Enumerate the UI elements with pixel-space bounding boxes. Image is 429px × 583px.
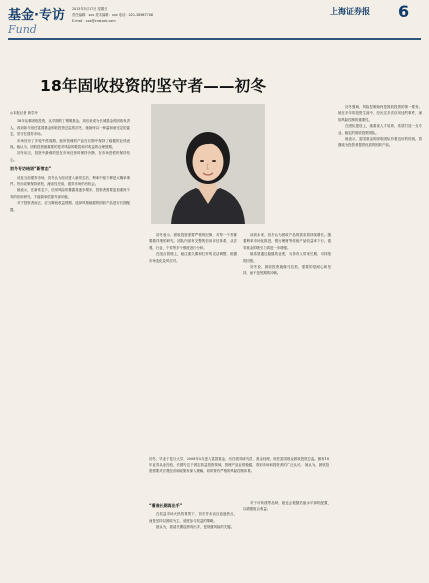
paragraph: 她希望通过稳健的业绩，为持有人带来长期、可持续的回报。 [243, 252, 331, 263]
paragraph: 市场经历了多轮牛熊周期，她所管理的产品在长期中保持了稳健的业绩表现。她认为，固收投资最重要的是对风险的敬畏和对收益的合理预期。 [10, 138, 130, 150]
paragraph: 她表示，在新常态下，信用风险的暴露将逐步增多，投资者需要更加重视个券的信用研究，不能简单依靠外部评级。 [10, 188, 130, 199]
paragraph: 初冬表示，固收投资需要严格的纪律，对每一个券都要做详细的研究。团队内部有完整的信用评估体系，从宏观、行业、个券等多个维度进行分析。 [149, 233, 237, 250]
article-column-2b [149, 500, 237, 575]
paragraph: 谈及当前债券市场，初冬认为经济进入新常态后，利率中枢下移是大概率事件。货币政策保持宽松，流动性充裕，债券市场仍有机会。 [10, 175, 130, 187]
newspaper-name: 上海证券报 [330, 6, 370, 16]
caption-text: 她认为，固收投资需要对宏观经济和政策有深入理解，同时要有严格的风险控制体系。 [149, 463, 330, 474]
portrait-photo [151, 104, 265, 224]
article-byline: ◎本报记者 黄学丹 [10, 111, 38, 115]
paragraph: 在权益市场火热的背景下，初冬并未盲目追逐热点，而是坚持以固收为主、适度参与权益的策略。 [149, 512, 237, 523]
page-number: 6 [398, 2, 410, 21]
article-column-4 [338, 104, 422, 574]
subheading: “看准长期再出手” [149, 503, 183, 508]
header-editors: 责任编辑：xxx 美术编辑：xxx 电话：021-38967706 [72, 13, 153, 17]
paragraph: 初冬坦言，投资中最难的是在市场狂热时保持冷静，在市场恐慌时保持信心。 [10, 151, 130, 162]
article-column-3b [243, 500, 331, 575]
paragraph: 对于可转债等品种，她也会根据估值水平择机配置，以增强组合收益。 [243, 501, 331, 512]
paragraph: 初冬强调，风险控制始终是固收投资的第一要务。她在多年的投资生涯中，经历过多次信用违约事件，深知风险控制的重要性。 [338, 105, 422, 122]
caption-text: 初冬，毕业于复旦大学，2008年5月进入富国基金，历任债券研究员、基金经理，现任富国基金固收投资总监。拥有18年证券从业经验，长期专注于固定收益投资领域，管理产品业绩稳健，得到市场和投资者的广泛认可。 [149, 457, 329, 468]
paragraph: 她表示，富国基金的固收团队有着良好的传统，将继续为投资者提供优质的固收产品。 [338, 137, 422, 148]
paragraph: 在团队建设上，她重视人才培养，希望打造一支专业、稳定的固收投资团队。 [338, 124, 422, 135]
paragraph: 在组合管理上，她注重久期和杠杆的灵活调整，根据市场变化及时应对。 [149, 252, 237, 263]
paragraph: 谈到未来，初冬认为固收产品的需求将持续增长。随着利率市场化推进，银行理财等传统产品收益率下行，债券基金的吸引力将进一步增强。 [243, 233, 331, 250]
paragraph: 初冬说，固收投资就像马拉松，需要的是耐心和坚持，而不是短期的冲刺。 [243, 265, 331, 276]
article-title: 18年固收投资的坚守者——初冬 [40, 77, 267, 95]
section-title: 基金·专访 [8, 8, 65, 23]
subheading: 初冬专访结语“新常态” [10, 166, 52, 172]
paragraph: 对于投资者而言，应当降低收益预期，选择风格稳健的固收产品进行长期配置。 [10, 201, 130, 212]
section-english-title: Fund [8, 23, 37, 36]
header-date: 2015年5月17日 星期日 [72, 7, 108, 11]
page-header [0, 0, 429, 38]
paragraph: 她认为，看清长期趋势再出手，是规避风险的关键。 [156, 525, 234, 530]
header-meta [72, 6, 302, 24]
article-column-2 [149, 232, 237, 447]
header-rule [8, 38, 421, 40]
article-column-3 [243, 232, 331, 447]
header-email: E-mail：xxx@cnstock.com [72, 19, 116, 23]
paragraph: 18年从事固收投资，从早期的丁锡明基金，到后来成为长城基金的固收负责人，再到如今担任富国基金固收投资总监的初冬，她始终以一种温和而坚定的姿态，坚守在债券市场。 [10, 119, 130, 137]
photo-caption [149, 456, 329, 475]
article-column-1 [10, 110, 130, 570]
